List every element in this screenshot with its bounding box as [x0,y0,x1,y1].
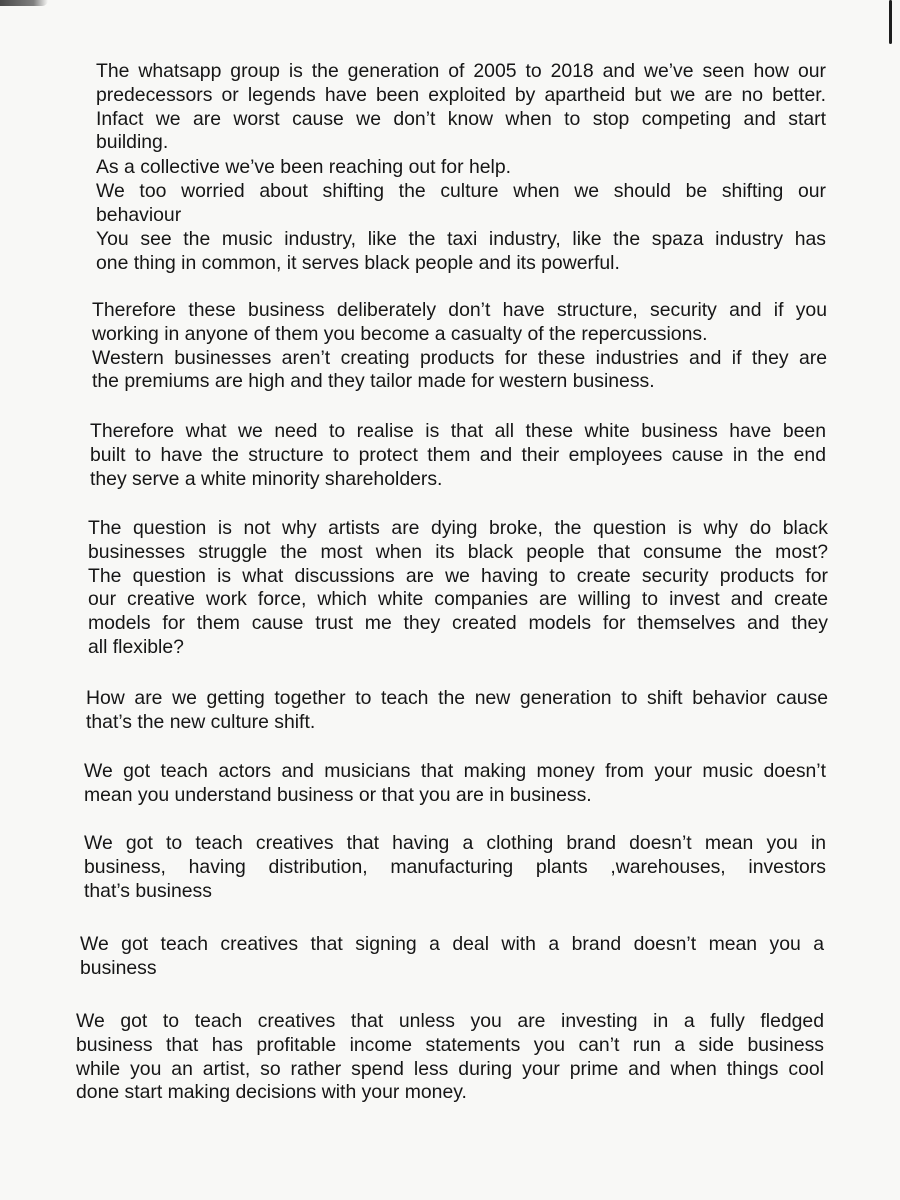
line: Western businesses aren’t creating products for these industries and if they are [92,346,827,369]
line: one thing in common, it serves black people and its powerful. [96,251,620,274]
line: The question is what discussions are we having to create security products for [88,564,828,587]
line: done start making decisions with your money. [76,1081,467,1104]
paragraph-9 [84,760,826,808]
line: that’s business [84,879,212,902]
line: mean you understand business or that you are in business. [84,783,592,806]
line: The whatsapp group is the generation of 2005 to 2018 and we’ve seen how our [96,60,826,82]
line: businesses struggle the most when its black people that consume the most? [88,540,828,563]
line: while you an artist, so rather spend less during your prime and when things cool [76,1057,824,1080]
line: behaviour [96,203,182,226]
paragraph-8 [86,687,828,735]
paragraph-6 [90,420,826,491]
line: Therefore what we need to realise is that all these white business have been [90,420,826,442]
line: business, having distribution, manufacturing plants ,warehouses, investors [84,855,826,878]
line: building. [96,131,169,154]
line: built to have the structure to protect them and their employees cause in the end [90,443,826,466]
line: business [80,956,157,979]
paragraph-11 [80,933,824,981]
paragraph-10 [84,832,826,903]
line: that’s the new culture shift. [86,710,316,733]
line: The question is not why artists are dying broke, the question is why do black [88,517,828,539]
line: models for them cause trust me they created models for themselves and they [88,612,828,635]
line: they serve a white minority shareholders. [90,467,443,490]
line: As a collective we’ve been reaching out for help. [96,156,511,178]
scan-edge-mark-top-right [889,0,892,44]
line: all flexible? [88,635,184,658]
line: the premiums are high and they tailor made for western business. [92,370,655,393]
line: We got to teach creatives that unless you are investing in a fully fledged [76,1010,824,1032]
paragraph-7 [88,517,828,660]
line: working in anyone of them you become a casualty of the repercussions. [92,322,708,345]
line: Therefore these business deliberately don’t have structure, security and if you [92,299,827,321]
line: We got teach actors and musicians that making money from your music doesn’t [84,760,826,782]
paragraph-5 [92,299,827,394]
scan-edge-mark-top-left [0,0,48,6]
line: How are we getting together to teach the new generation to shift behavior cause [86,687,828,709]
paragraph-4 [96,228,826,276]
line: We got teach creatives that signing a deal with a brand doesn’t mean you a [80,933,824,955]
line: our creative work force, which white companies are willing to invest and create [88,588,828,611]
line: You see the music industry, like the taxi industry, like the spaza industry has [96,228,826,250]
line: business that has profitable income statements you can’t run a side business [76,1033,824,1056]
paragraph-1 [96,60,826,155]
paragraph-3 [96,180,826,228]
paragraph-12 [76,1010,824,1105]
line: We got to teach creatives that having a clothing brand doesn’t mean you in [84,832,826,854]
line: predecessors or legends have been exploited by apartheid but we are no better. [96,83,826,106]
line: We too worried about shifting the culture when we should be shifting our [96,180,826,202]
paragraph-2 [96,156,826,180]
line: Infact we are worst cause we don’t know when to stop competing and start [96,107,826,130]
